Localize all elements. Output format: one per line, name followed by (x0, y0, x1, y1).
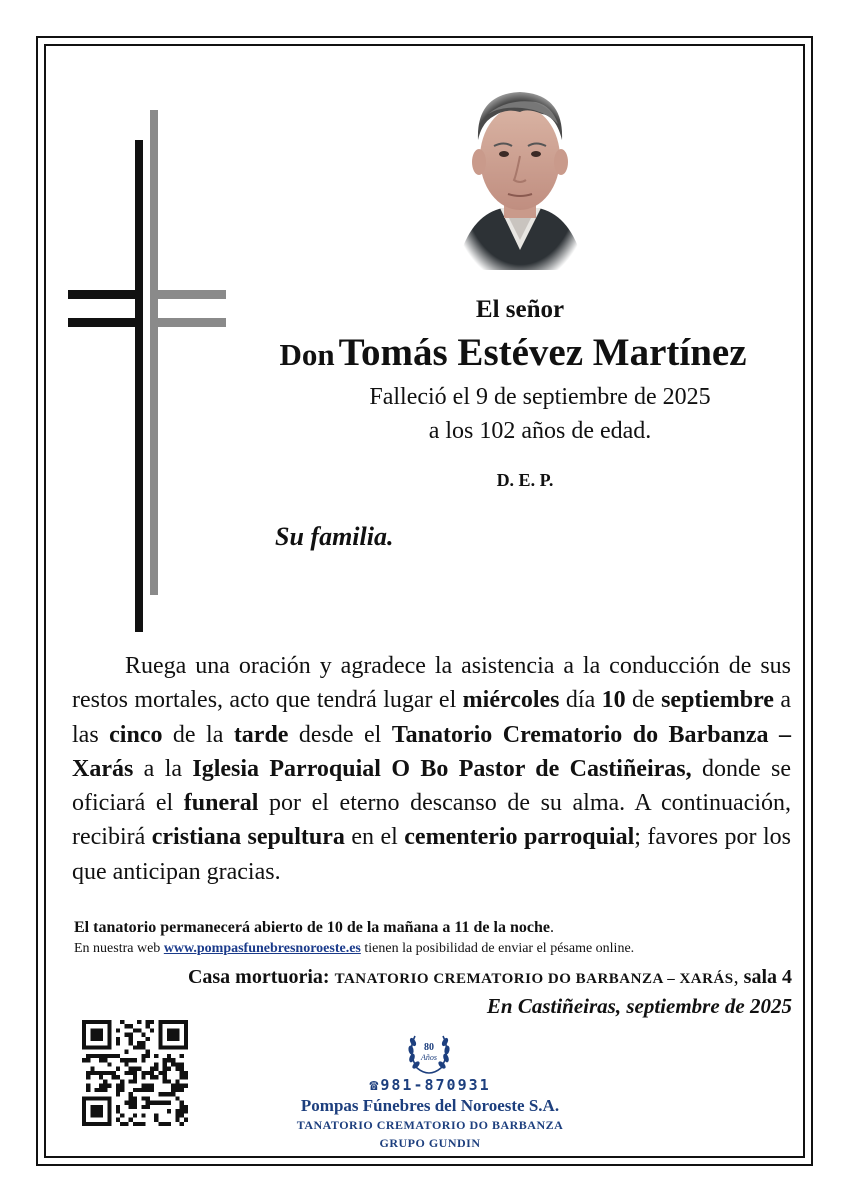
body-segment: de la (162, 721, 234, 748)
body-emphasis: septiembre (661, 687, 774, 714)
body-segment: en el (344, 824, 405, 851)
company-name: Pompas Fúnebres del Noroeste S.A. (300, 1096, 560, 1115)
age-at-death: a los 102 años de edad. (428, 418, 652, 444)
funeral-home-name: TANATORIO CREMATORIO DO BARBANZA – XARÁS (334, 971, 734, 987)
body-segment: donde se oficiará el (72, 755, 791, 817)
cross-icon (60, 105, 240, 645)
death-date: Falleció el 9 de septiembre de 2025 (369, 384, 711, 410)
website-link[interactable]: www.pompasfunebresnoroeste.es (163, 941, 361, 956)
funeral-home-separator: , (733, 966, 744, 988)
body-emphasis: cinco (109, 721, 163, 748)
company-group: GRUPO GUNDIN (379, 1136, 481, 1150)
place-and-date: En Castiñeiras, septiembre de 2025 (486, 994, 792, 1018)
qr-code-icon[interactable] (82, 1020, 188, 1126)
body-emphasis: Iglesia Parroquial O Bo Pastor de Castiñeiras, (192, 755, 692, 782)
body-segment: desde el (288, 721, 392, 748)
body-emphasis: miércoles (462, 687, 560, 714)
deceased-portrait (448, 80, 593, 285)
body-emphasis: cementerio parroquial (404, 824, 635, 851)
company-tanatorio: TANATORIO CREMATORIO DO BARBANZA (296, 1118, 564, 1132)
intro-title: El señor (475, 296, 565, 323)
body-emphasis: funeral (183, 790, 259, 817)
phone-icon: ☎ (369, 1076, 381, 1094)
logo-word: Años (421, 1053, 437, 1062)
body-emphasis: Tanatorio Crematorio do Barbanza – Xarás (72, 721, 791, 782)
body-segment: Ruega una oración y agradece la asistencia a la conducción de sus restos mortales, acto que tendrá lugar el (72, 653, 791, 714)
family-signature: Su familia. (275, 522, 394, 551)
phone-number[interactable] (355, 1076, 505, 1094)
web-prefix: En nuestra web (74, 941, 164, 956)
body-segment: por el eterno descanso de su alma. A continuación, recibirá (72, 790, 791, 851)
phone-text: 981-870931 (380, 1076, 491, 1094)
full-name: Tomás Estévez Martínez (338, 331, 747, 374)
honorific: Don (279, 337, 335, 372)
body-segment: ; favores por los que anticipan gracias. (72, 824, 791, 885)
laurel-wreath-icon (403, 1028, 455, 1076)
opening-hours-text: El tanatorio permanecerá abierto de 10 de la mañana a 11 de la noche (74, 919, 550, 936)
opening-hours (74, 919, 554, 937)
body-emphasis: cristiana sepultura (151, 824, 345, 851)
rip-abbreviation: D. E. P. (496, 470, 554, 490)
opening-hours-period: . (549, 919, 554, 936)
body-segment: día (559, 687, 602, 714)
body-segment: a las (72, 687, 792, 748)
deceased-name (232, 330, 794, 375)
body-emphasis: 10 (601, 687, 626, 714)
web-suffix: tienen la posibilidad de enviar el pésame online. (360, 941, 635, 956)
funeral-home-room: sala 4 (743, 966, 792, 988)
logo-number: 80 (424, 1042, 434, 1053)
funeral-home-line (188, 966, 792, 989)
body-emphasis: tarde (233, 721, 289, 748)
funeral-home-label: Casa mortuoria: (187, 966, 335, 988)
body-segment: a la (133, 755, 193, 782)
body-segment: de (625, 687, 662, 714)
web-condolences-line (74, 941, 634, 957)
funeral-announcement-text (72, 649, 791, 889)
